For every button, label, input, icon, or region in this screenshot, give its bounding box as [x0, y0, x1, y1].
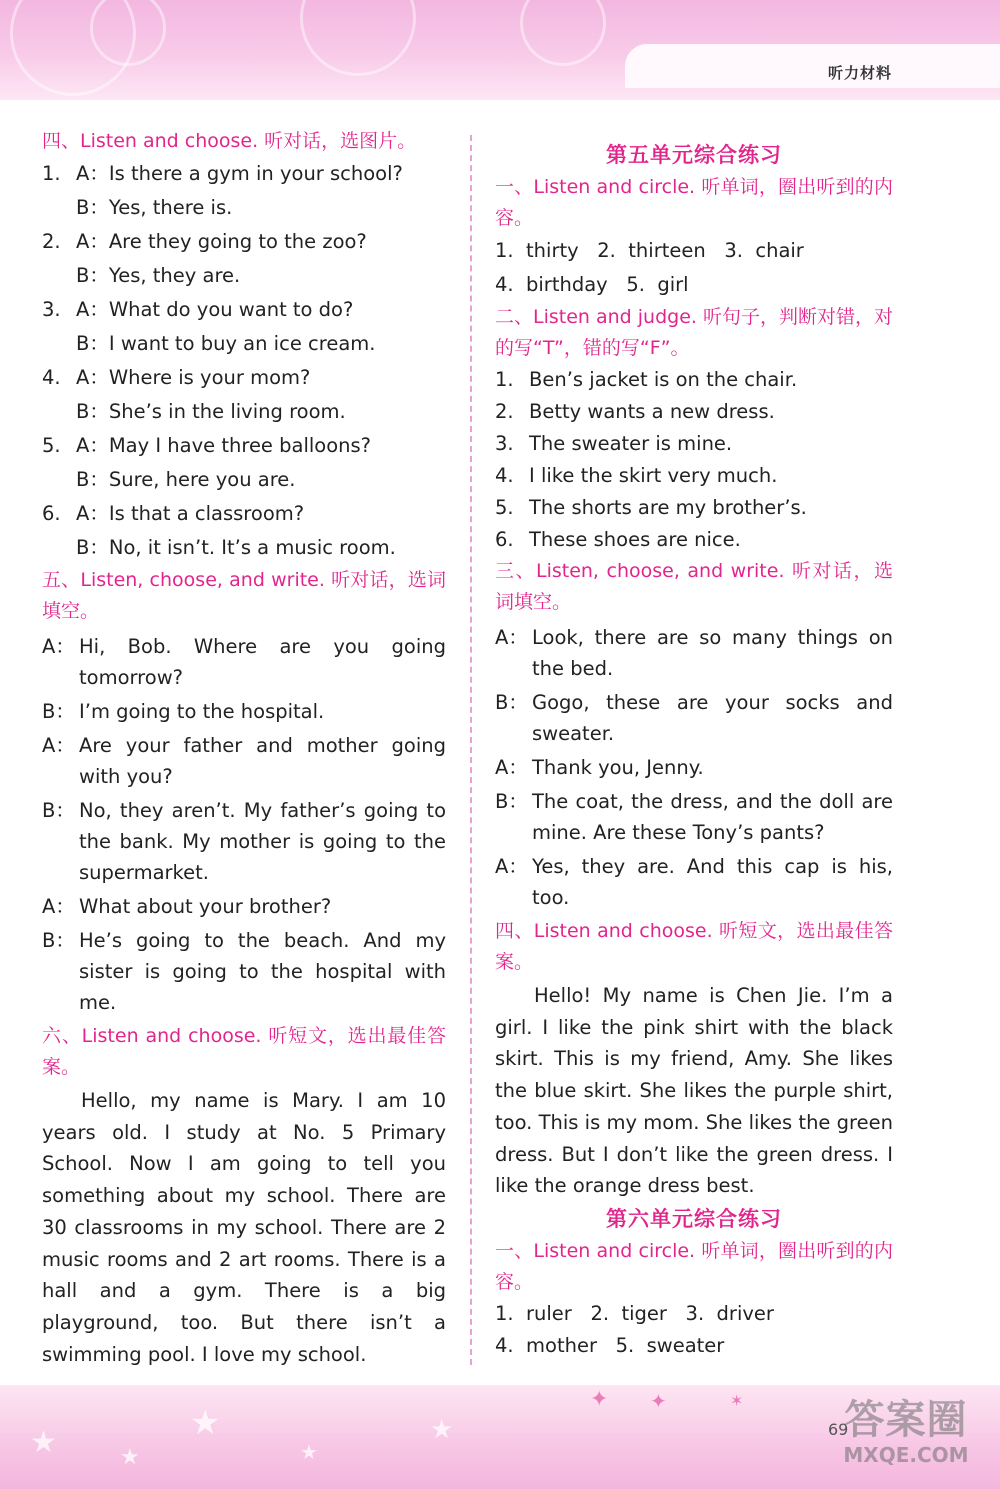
section-heading: 六、Listen and choose. 听短文，选出最佳答案。: [42, 1025, 446, 1078]
star-icon: ★: [430, 1415, 454, 1445]
word: thirteen: [628, 239, 706, 262]
star-icon: ✶: [730, 1391, 744, 1410]
item-number: 5.: [495, 496, 514, 519]
speaker: B：: [42, 799, 75, 822]
dialogue-line: [42, 696, 446, 727]
dialogue-line: [42, 891, 446, 922]
line-a: A：Are they going to the zoo?: [76, 230, 367, 253]
dialogue: [495, 622, 893, 913]
item-number: 4.: [495, 464, 514, 487]
item-number: 4.: [495, 1333, 514, 1357]
sentence: I like the skirt very much.: [529, 464, 778, 487]
speaker: A：: [495, 756, 528, 779]
utterance: Gogo, these are your socks and sweater.: [532, 691, 893, 745]
speaker: A：: [42, 734, 75, 757]
word: sweater: [646, 1333, 725, 1357]
word-row: [495, 268, 893, 302]
line-b: B：Yes, they are.: [76, 264, 241, 287]
star-icon: ✦: [650, 1389, 667, 1413]
speaker: B：: [495, 790, 528, 813]
dialogue-item: [42, 157, 446, 225]
header-ring-decoration: [520, 0, 606, 66]
star-icon: ★: [120, 1445, 140, 1470]
dialogue-item: [42, 497, 446, 565]
item-number: 5.: [626, 273, 645, 296]
utterance: No, they aren’t. My father’s going to the bank. My mother is going to the supermarket.: [79, 799, 446, 884]
section-heading: 一、Listen and circle. 听单词，圈出听到的内容。: [495, 1239, 893, 1293]
line-b: B：Sure, here you are.: [76, 468, 296, 491]
watermark-logo-text: 答案圈: [844, 1397, 968, 1443]
line-a: A：Is that a classroom?: [76, 502, 305, 525]
item-number: 1.: [495, 368, 514, 391]
dialogue-line: [495, 622, 893, 684]
sentence: These shoes are nice.: [529, 528, 741, 551]
word: driver: [716, 1301, 774, 1325]
column-divider: [470, 135, 472, 1365]
watermark: [820, 1397, 992, 1467]
line-a: A：May I have three balloons?: [76, 434, 372, 457]
item-number: 4.: [495, 273, 514, 296]
word-row: [495, 234, 893, 268]
line-b: B：Yes, there is.: [76, 196, 233, 219]
speaker: A：: [42, 895, 75, 918]
word: chair: [755, 239, 804, 262]
star-icon: ★: [190, 1403, 221, 1443]
dialogue-item: [42, 293, 446, 361]
line-a: A：What do you want to do?: [76, 298, 354, 321]
line-b: B：No, it isn’t. It’s a music room.: [76, 536, 396, 559]
item-number: 6.: [42, 502, 61, 525]
dialogue-line: [495, 752, 893, 783]
word: tiger: [621, 1301, 667, 1325]
utterance: What about your brother?: [79, 895, 332, 918]
unit-title: 第五单元综合练习: [606, 143, 782, 167]
sentence-item: [495, 364, 893, 396]
dialogue-line: [42, 631, 446, 693]
item-number: 5.: [615, 1333, 635, 1357]
section-heading: 一、Listen and circle. 听单词，圈出听到的内容。: [495, 176, 893, 229]
sentence: Betty wants a new dress.: [529, 400, 775, 423]
dialogue: [42, 631, 446, 1018]
word: ruler: [526, 1301, 572, 1325]
header-title: 听力材料: [827, 64, 892, 82]
utterance: Look, there are so many things on the bed.: [532, 626, 893, 680]
section-heading: 四、Listen and choose. 听短文，选出最佳答案。: [495, 920, 893, 973]
item-number: 2.: [590, 1301, 610, 1325]
item-number: 1.: [495, 1301, 514, 1325]
line-a: A：Is there a gym in your school?: [76, 162, 403, 185]
dialogue-item: [42, 225, 446, 293]
speaker: A：: [42, 635, 75, 658]
sentence: Ben’s jacket is on the chair.: [529, 368, 798, 391]
item-number: 1.: [42, 162, 61, 185]
dialogue-line: [42, 925, 446, 1018]
word: thirty: [526, 239, 579, 262]
sentence-item: [495, 428, 893, 460]
item-number: 3.: [685, 1301, 705, 1325]
right-column: [495, 138, 893, 1362]
sentence-item: [495, 492, 893, 524]
item-number: 2.: [597, 239, 616, 262]
speaker: A：: [495, 626, 528, 649]
word: birthday: [526, 273, 608, 296]
speaker: A：: [495, 855, 528, 878]
word-row: [495, 1298, 893, 1330]
dialogue-line: [42, 730, 446, 792]
sentence: The sweater is mine.: [529, 432, 733, 455]
speaker: B：: [495, 691, 528, 714]
star-icon: ★: [30, 1425, 57, 1460]
item-number: 3.: [495, 432, 514, 455]
passage: Hello, my name is Mary. I am 10 years old. I study at No. 5 Primary School. Now I am going to tell you something about my school. There are 30 classrooms in my school. There are 2 music rooms and 2 art rooms. There is a hall and a gym. There is a big playground, too. But there isn’t a swimming pool. I love my school.: [42, 1089, 446, 1366]
header-tab: [625, 44, 1000, 88]
sentence-item: [495, 396, 893, 428]
word: mother: [526, 1333, 597, 1357]
star-icon: ★: [300, 1440, 318, 1464]
utterance: He’s going to the beach. And my sister is going to the hospital with me.: [79, 929, 446, 1014]
utterance: Thank you, Jenny.: [532, 756, 704, 779]
dialogue-list: [42, 157, 446, 565]
dialogue-line: [495, 851, 893, 913]
watermark-url: MXQE.COM: [843, 1443, 969, 1467]
dialogue-item: [42, 361, 446, 429]
item-number: 2.: [42, 230, 61, 253]
sentence: The shorts are my brother’s.: [529, 496, 807, 519]
utterance: Are your father and mother going with you?: [79, 734, 446, 788]
item-number: 2.: [495, 400, 514, 423]
sentence-item: [495, 524, 893, 556]
section-heading: 二、Listen and judge. 听句子，判断对错，对的写“T”，错的写“F”。: [495, 306, 893, 359]
item-number: 3.: [42, 298, 61, 321]
dialogue-line: [495, 786, 893, 848]
star-icon: ✦: [590, 1387, 609, 1412]
line-b: B：She’s in the living room.: [76, 400, 346, 423]
utterance: Hi, Bob. Where are you going tomorrow?: [79, 635, 446, 689]
speaker: B：: [42, 929, 75, 952]
word-list: [495, 234, 893, 302]
utterance: The coat, the dress, and the doll are mine. Are these Tony’s pants?: [532, 790, 893, 844]
page-number: 69: [828, 1420, 849, 1439]
sentence-list: [495, 364, 893, 556]
word: girl: [657, 273, 689, 296]
header-band: [0, 0, 1000, 100]
section-heading: 四、Listen and choose. 听对话，选图片。: [42, 130, 417, 152]
line-b: B：I want to buy an ice cream.: [76, 332, 376, 355]
line-a: A：Where is your mom?: [76, 366, 311, 389]
dialogue-item: [42, 429, 446, 497]
utterance: I’m going to the hospital.: [79, 700, 325, 723]
utterance: Yes, they are. And this cap is his, too.: [532, 855, 893, 909]
item-number: 6.: [495, 528, 514, 551]
item-number: 5.: [42, 434, 61, 457]
word-row: [495, 1330, 893, 1362]
left-column: [42, 126, 446, 1370]
dialogue-line: [495, 687, 893, 749]
item-number: 3.: [724, 239, 743, 262]
dialogue-line: [42, 795, 446, 888]
section-heading: 三、Listen, choose, and write. 听对话，选词填空。: [495, 560, 893, 613]
word-list: [495, 1298, 893, 1362]
item-number: 4.: [42, 366, 61, 389]
passage: Hello! My name is Chen Jie. I’m a girl. I like the pink shirt with the black skirt. This is my friend, Amy. She likes the blue skirt. She likes the purple shirt, too. This is my mom. She likes the green dress. But I don’t like the green dress. I like the orange dress best.: [495, 984, 893, 1198]
section-heading: 五、Listen, choose, and write. 听对话，选词填空。: [42, 569, 446, 622]
header-ring-decoration: [300, 0, 416, 76]
item-number: 1.: [495, 239, 514, 262]
sentence-item: [495, 460, 893, 492]
unit-title: 第六单元综合练习: [606, 1206, 782, 1231]
speaker: B：: [42, 700, 75, 723]
